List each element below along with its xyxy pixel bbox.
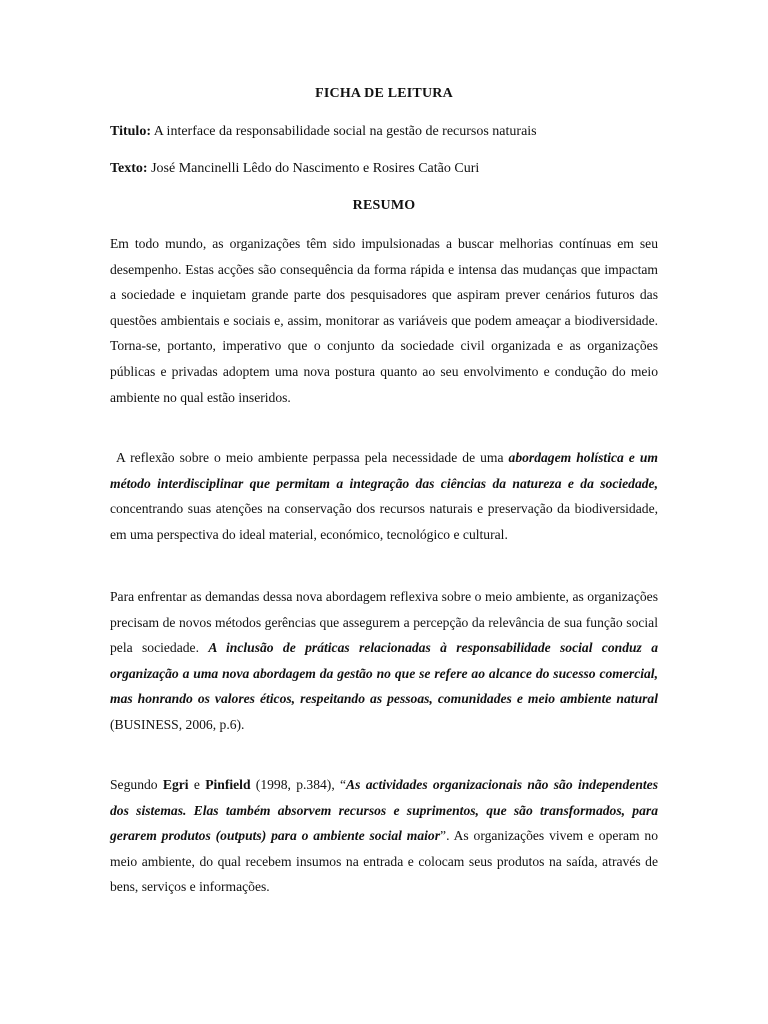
paragraph-2 — [110, 445, 658, 547]
paragraph-4 — [110, 772, 658, 900]
title-value: A interface da responsabilidade social na gestão de recursos naturais — [153, 124, 537, 139]
paragraph-1 — [110, 231, 658, 410]
paragraph-3-lead: Para enfrentar as demandas dessa nova abordagem reflexiva sobre o meio ambiente, as organizações precisam de novos métodos gerências que assegurem a percepção da relevância de sua função social pela sociedade. — [110, 589, 658, 656]
paragraph-4-tail: ”. As organizações vivem e operam no meio ambiente, do qual recebem insumos na entrada e colocam seus produtos na saída, através de bens, serviços e informações. — [110, 828, 658, 895]
paragraph-4-author1: Egri — [162, 777, 189, 792]
paragraph-2-lead: A reflexão sobre o meio ambiente perpassa pela necessidade de uma — [116, 450, 509, 465]
paragraph-3-tail: (BUSINESS, 2006, p.6). — [110, 716, 245, 732]
title-label: Titulo: — [110, 124, 151, 139]
author-line — [110, 161, 670, 177]
paragraph-3 — [110, 584, 658, 738]
paragraph-2-emphasis: abordagem holística e um método interdisciplinar que permitam a integração das ciências da natureza e da sociedade, — [110, 450, 658, 491]
document-heading: FICHA DE LEITURA — [315, 86, 453, 101]
summary-heading: RESUMO — [352, 198, 416, 213]
paragraph-4-emphasis: As actividades organizacionais não são independentes dos sistemas. Elas também absorvem recursos e suprimentos, que são transformados, para gerarem produtos (outputs) para o ambiente social maior — [110, 777, 658, 844]
title-line — [110, 124, 670, 140]
paragraph-4-connector: e — [188, 777, 206, 792]
paragraph-3-emphasis: A inclusão de práticas relacionadas à responsabilidade social conduz a organização a uma nova abordagem da gestão no que se refere ao alcance do sucesso comercial, mas honrando os valores éticos, respeitando as pessoas, comunidades e meio ambiente natural — [110, 640, 658, 707]
paragraph-4-cite: (1998, p.384), “ — [250, 777, 347, 792]
text-label: Texto: — [110, 161, 148, 176]
paragraph-2-tail: concentrando suas atenções na conservação dos recursos naturais e preservação da biodiversidade, em uma perspectiva do ideal material, económico, tecnológico e cultural. — [110, 501, 658, 542]
paragraph-4-author2: Pinfield — [205, 777, 251, 792]
paragraph-4-lead: Segundo — [110, 777, 163, 792]
paragraph-1-text: Em todo mundo, as organizações têm sido impulsionadas a buscar melhorias contínuas em seu desempenho. Estas acções são consequência da forma rápida e intensa das mudanças que impactam a sociedade e inquietam grande parte dos pesquisadores que aspiram prever cenários futuros das questões ambientais e sociais e, assim, monitorar as variáveis que podem ameaçar a biodiversidade. Torna-se, portanto, imperativo que o conjunto da sociedade civil organizada e as organizações públicas e privadas adoptem uma nova postura quanto ao seu envolvimento e condução do meio ambiente no qual estão inseridos. — [110, 236, 658, 405]
text-value: José Mancinelli Lêdo do Nascimento e Rosires Catão Curi — [151, 161, 480, 176]
